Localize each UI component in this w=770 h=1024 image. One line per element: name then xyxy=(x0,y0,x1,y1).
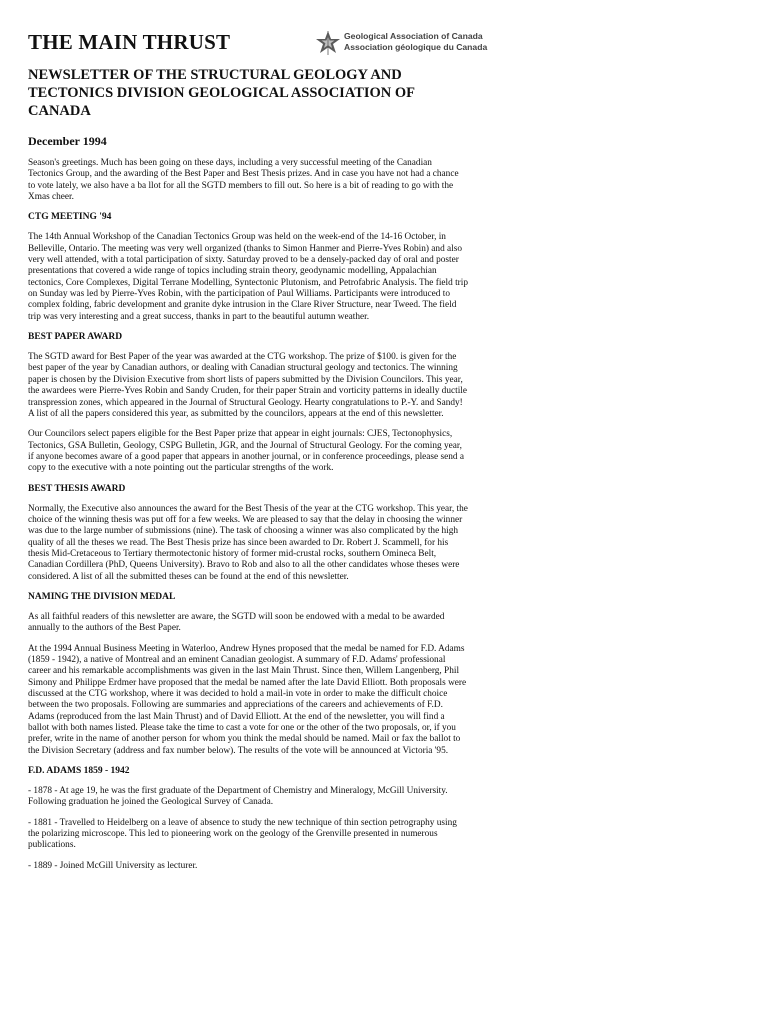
fd-adams-item-1881: - 1881 - Travelled to Heidelberg on a leave of absence to study the new technique of thin section petrography using the polarizing microscope. This led to pioneering work on the geology of the Grenville presented in numerous publications. xyxy=(28,817,457,851)
best-paper-heading: BEST PAPER AWARD xyxy=(28,332,123,343)
page-header xyxy=(28,30,488,56)
logo-text xyxy=(344,31,487,52)
best-thesis-heading: BEST THESIS AWARD xyxy=(28,483,126,494)
ctg-meeting-heading: CTG MEETING '94 xyxy=(28,212,112,223)
division-medal-heading: NAMING THE DIVISION MEDAL xyxy=(28,591,176,602)
issue-date: December 1994 xyxy=(28,134,107,148)
division-medal-paragraph-1: As all faithful readers of this newsletter are aware, the SGTD will soon be endowed with a medal to be awarded annually to the authors of the Best Paper. xyxy=(28,611,445,634)
newsletter-title: THE MAIN THRUST xyxy=(28,30,231,54)
logo-line-english: Geological Association of Canada xyxy=(344,31,483,41)
best-thesis-paragraph: Normally, the Executive also announces the award for the Best Thesis of the year at the CTG workshop. This year, the choice of the winning thesis was put off for a few weeks. We are pleased to say that the delay in choosing the winner was due to the large number of submissions (nine). The task of choosing a winner was also complicated by the high quality of all the theses we read. The Best Thesis prize has since been awarded to Dr. Robert J. Scammell, for his thesis Mid-Cretaceous to Tertiary thermotectonic history of former mid-crustal rocks, southern Omineca Belt, Canadian Cordillera (PhD, Queens University). Bravo to Rob and also to all the other candidates whose theses were considered. A list of all the submitted theses can be found at the end of this newsletter. xyxy=(28,503,468,582)
logo-line-french: Association géologique du Canada xyxy=(344,41,488,52)
gac-star-logo-icon xyxy=(314,30,342,56)
newsletter-subtitle: NEWSLETTER OF THE STRUCTURAL GEOLOGY AND TECTONICS DIVISION GEOLOGICAL ASSOCIATION OF CANADA xyxy=(28,67,415,119)
intro-paragraph: Season's greetings. Much has been going on these days, including a very successful meeting of the Canadian Tectonics Group, and the awarding of the Best Paper and Best Thesis prizes. And in case you have not had a chance to vote lately, we also have a ba llot for all the SGTD members to fill out. So here is a bit of reading to go with the Xmas cheer. xyxy=(28,158,459,203)
fd-adams-item-1889: - 1889 - Joined McGill University as lecturer. xyxy=(28,860,198,871)
fd-adams-item-1878: - 1878 - At age 19, he was the first graduate of the Department of Chemistry and Mineralogy, McGill University. Following graduation he joined the Geological Survey of Canada. xyxy=(28,786,448,808)
gac-logo xyxy=(314,30,488,56)
newsletter-body xyxy=(28,66,468,881)
best-paper-paragraph-2: Our Councilors select papers eligible for the Best Paper prize that appear in eight journals: CJES, Tectonophysics, Tectonics, GSA Bulletin, Geology, CSPG Bulletin, JGR, and the Journal of Structural Geology. For the coming year, if anyone becomes aware of a good paper that appears in another journal, or in conference proceedings, please send a copy to the executive with a note pointing out the particular strengths of the work. xyxy=(28,429,464,474)
division-medal-paragraph-2: At the 1994 Annual Business Meeting in Waterloo, Andrew Hynes proposed that the medal be named for F.D. Adams (1859 - 1942), a native of Montreal and an eminent Canadian geologist. A summary of F.D. Adams' professional career and his remarkable accomplishments was given in the last Main Thrust. Since then, Willem Langenberg, Phil Simony and Philippe Erdmer have proposed that the medal be named after the late David Elliott. Both proposals were discussed at the CTG workshop, where it was decided to hold a mail-in vote in order to make the difficult choice between the two proposals. Following are summaries and appreciations of the careers and achievements of F.D. Adams (reproduced from the last Main Thrust) and of David Elliott. At the end of the newsletter, you will find a ballot with both names listed. Please take the time to cast a vote for one or the other of the two proposals, or, if you prefer, write in the name of another person for whom you think the medal should be named. Mail or fax the ballot to the Division Secretary (address and fax number below). The results of the vote will be announced at Victoria '95. xyxy=(28,643,467,756)
ctg-meeting-paragraph: The 14th Annual Workshop of the Canadian Tectonics Group was held on the week-end of the 14-16 October, in Belleville, Ontario. The meeting was very well organized (thanks to Simon Hanmer and Pierre-Yves Robin) and also very well attended, with a total participation of sixty. Saturday proved to be a densely-packed day of oral and poster presentations that covered a wide range of topics including strain theory, geodynamic modelling, Appalachian tectonics, Core Complexes, Digital Terrane Modelling, Syntectonic Plutonism, and Petrofabric Analysis. The field trip on Sunday was led by Pierre-Yves Robin, with the participation of Paul Williams. Participants were introduced to complex folding, fabric development and granite dyke intrusion in the Clare River Structure, near Tweed. The field trip was very interesting and a great success, thanks in part to the beautiful autumn weather. xyxy=(28,232,469,322)
fd-adams-heading: F.D. ADAMS 1859 - 1942 xyxy=(28,766,130,777)
best-paper-paragraph-1: The SGTD award for Best Paper of the year was awarded at the CTG workshop. The prize of $100. is given for the best paper of the year by Canadian authors, or dealing with Canadian structural geology and tectonics. The winning paper is chosen by the Division Executive from short lists of papers submitted by the Division Councilors. This year, the awardees were Pierre-Yves Robin and Sandy Cruden, for their paper Strain and vorticity patterns in ideally ductile transpression zones, which appeared in the Journal of Structural Geology. Hearty congratulations to P.-Y. and Sandy! A list of all the papers considered this year, as submitted by the councilors, appears at the end of this newsletter. xyxy=(28,352,467,419)
